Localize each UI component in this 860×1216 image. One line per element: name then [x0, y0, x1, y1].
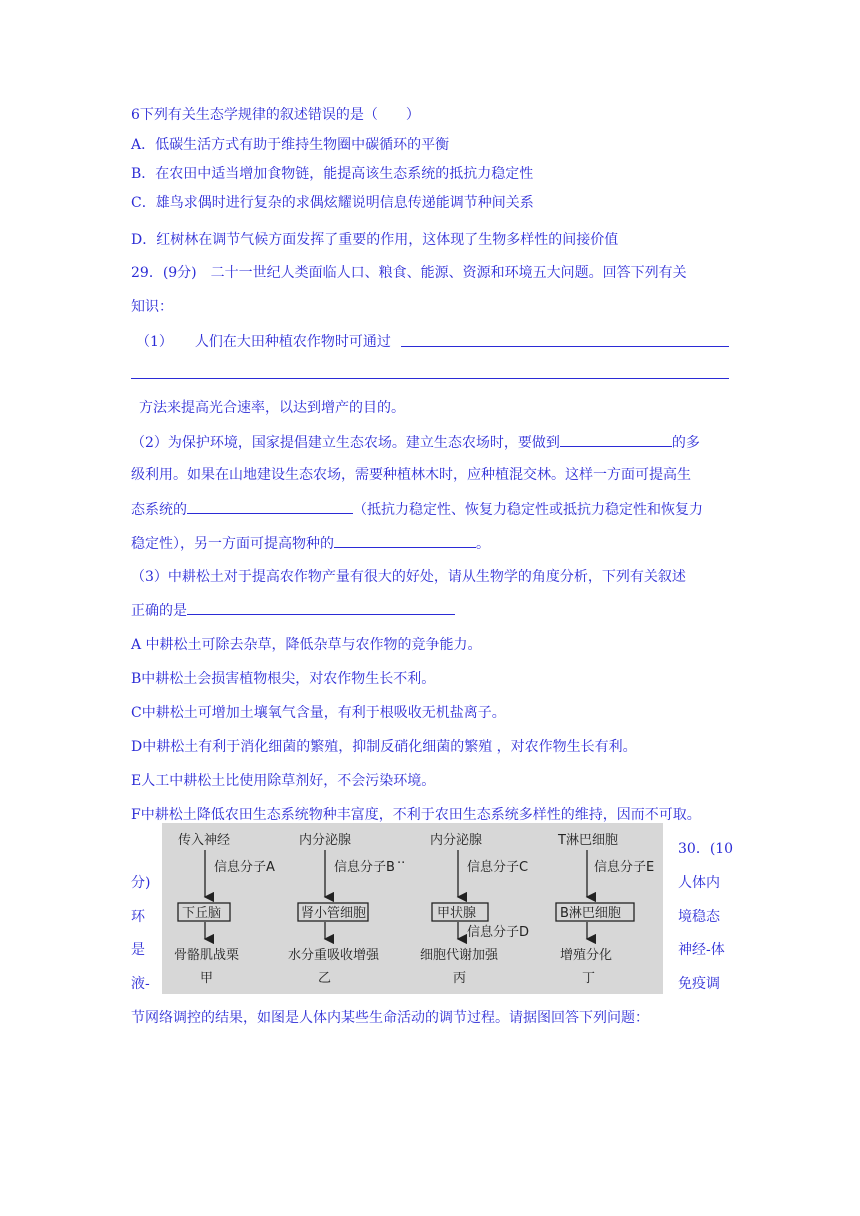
- q29-option-e: E人工中耕松土比使用除草剂好，不会污染环境。: [131, 773, 436, 789]
- q29-part2-text-e: 稳定性），另一方面可提高物种的: [131, 536, 334, 552]
- q30-wrap-right-4: 免疫调: [678, 976, 720, 992]
- col3-label: 丙: [453, 971, 467, 986]
- q6-option-d: D．红树林在调节气候方面发挥了重要的作用，这体现了生物多样性的间接价值: [131, 232, 619, 248]
- col3-signal: 信息分子C: [467, 860, 529, 875]
- q29-part1-line: [131, 332, 391, 352]
- q29-intro-line2: 知识：: [131, 299, 173, 315]
- q29-part1-end: 方法来提高光合速率，以达到增产的目的。: [139, 400, 405, 416]
- col3-source: 内分泌腺: [430, 833, 483, 848]
- q30-wrap-right-2: 境稳态: [678, 909, 720, 925]
- q29-part1-label: （1）: [136, 334, 173, 350]
- q6-option-c: C．雄鸟求偶时进行复杂的求偶炫耀说明信息传递能调节种间关系: [131, 195, 534, 211]
- col2-target: 肾小管细胞: [301, 906, 367, 921]
- col3-effect: 细胞代谢加强: [420, 948, 499, 963]
- q29-option-b: B中耕松土会损害植物根尖，对农作物生长不利。: [131, 671, 436, 687]
- col1-label: 甲: [200, 971, 214, 986]
- q29-option-c: C中耕松土可增加土壤氧气含量，有利于根吸收无机盐离子。: [131, 705, 506, 721]
- diagram-column-yi: [288, 832, 395, 986]
- col4-label: 丁: [582, 971, 596, 986]
- col4-source: T淋巴细胞: [558, 833, 618, 848]
- q29-option-f: F中耕松土降低农田生态系统物种丰富度，不利于农田生态系统多样性的维持，因而不可取。: [131, 807, 701, 823]
- q29-part2-line2: 级利用。如果在山地建设生态农场，需要种植林木时，应种植混交林。这样一方面可提高生: [131, 467, 691, 483]
- q29-intro-line1: 29．(9分) 二十一世纪人类面临人口、粮食、能源、资源和环境五大问题。回答下列有关: [131, 265, 687, 281]
- diagram-dots: ··: [397, 856, 406, 871]
- q30-wrap-left-1: 分): [131, 875, 151, 891]
- q29-part2-line4: [131, 533, 490, 554]
- col1-effect: 骨骼肌战栗: [174, 948, 240, 963]
- col3-signal2: 信息分子D: [467, 925, 530, 940]
- q29-part2-text-f: 。: [476, 536, 490, 552]
- q29-part2-text-c: 态系统的: [131, 502, 187, 518]
- q29-part2-text-d: （抵抗力稳定性、恢复力稳定性或抵抗力稳定性和恢复力: [353, 502, 703, 518]
- col4-signal: 信息分子E: [594, 860, 655, 875]
- col3-target: 甲状腺: [437, 906, 477, 921]
- q29-part2-text-a: （2）为保护环境，国家提倡建立生态农场。建立生态农场时，要做到: [131, 435, 560, 451]
- q29-part3-line1: （3）中耕松土对于提高农作物产量有很大的好处，请从生物学的角度分析，下列有关叙述: [131, 569, 686, 585]
- col2-source: 内分泌腺: [299, 833, 352, 848]
- q29-option-d: D中耕松土有利于消化细菌的繁殖，抑制反硝化细菌的繁殖 ，对农作物生长有利。: [131, 739, 637, 755]
- q29-part3-blank[interactable]: [187, 600, 455, 615]
- q29-part2-text-b: 的多: [671, 435, 700, 451]
- q30-header: 30．(10: [678, 841, 734, 857]
- q6-option-b: B．在农田中适当增加食物链，能提高该生态系统的抵抗力稳定性: [131, 166, 534, 182]
- q29-part1-blank-a[interactable]: [401, 346, 729, 347]
- col1-source: 传入神经: [178, 833, 231, 848]
- diagram-column-ding: [556, 832, 654, 986]
- q29-part1-blank-b[interactable]: [131, 378, 729, 379]
- col2-signal: 信息分子B: [334, 860, 395, 875]
- q30-wrap-right-3: 神经-体: [678, 942, 725, 958]
- q29-part2-blank-3[interactable]: [334, 533, 476, 548]
- col1-target: 下丘脑: [182, 906, 222, 921]
- q29-part2-line3: [131, 499, 703, 520]
- q30-end: 节网络调控的结果，如图是人体内某些生命活动的调节过程。请据图回答下列问题：: [131, 1010, 649, 1026]
- q29-part2-blank-1[interactable]: [560, 432, 672, 447]
- q30-wrap-right-1: 人体内: [678, 875, 720, 891]
- q30-wrap-left-2: 环: [131, 909, 145, 925]
- q6-option-a: A．低碳生活方式有助于维持生物圈中碳循环的平衡: [131, 137, 450, 153]
- col2-effect: 水分重吸收增强: [288, 948, 380, 963]
- col2-label: 乙: [318, 971, 332, 986]
- col1-signal: 信息分子A: [214, 860, 275, 875]
- col4-target: B淋巴细胞: [560, 906, 621, 921]
- col4-effect: 增殖分化: [560, 948, 613, 963]
- diagram-column-jia: [174, 832, 275, 986]
- q29-part3-text: 正确的是: [131, 603, 187, 619]
- q29-part1-text: 人们在大田种植农作物时可通过: [194, 334, 391, 350]
- q6-stem: 6下列有关生态学规律的叙述错误的是（ ）: [131, 107, 420, 123]
- q30-wrap-left-4: 液-: [131, 976, 150, 992]
- q30-wrap-left-3: 是: [131, 942, 145, 958]
- diagram-column-bing: [420, 832, 529, 986]
- q29-part2-line1: [131, 432, 700, 453]
- q29-part3-line2: [131, 600, 455, 621]
- q29-option-a: A 中耕松土可除去杂草，降低杂草与农作物的竞争能力。: [131, 637, 482, 653]
- q29-part2-blank-2[interactable]: [187, 499, 353, 514]
- regulation-diagram: [162, 823, 663, 994]
